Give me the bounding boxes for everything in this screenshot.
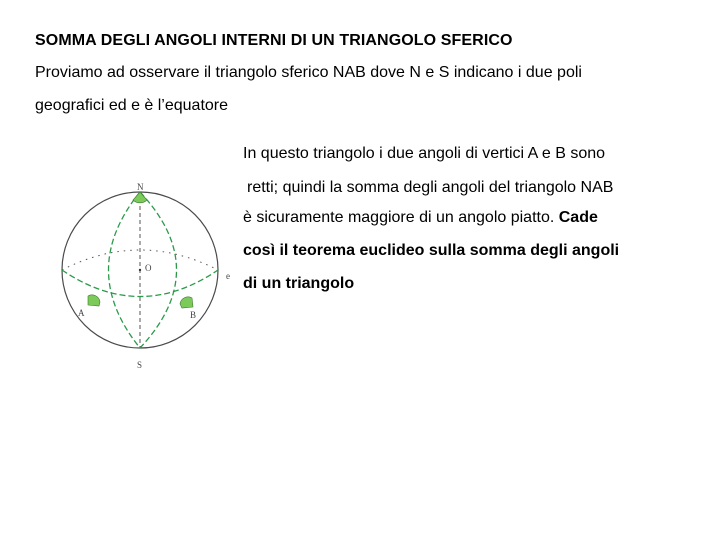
spherical-triangle-figure — [55, 178, 245, 373]
center-point — [139, 269, 141, 271]
label-a: A — [78, 308, 85, 318]
note-line-5: di un triangolo — [243, 275, 355, 292]
intro-line-2: geografici ed e è l’equatore — [35, 97, 229, 114]
sphere-diagram — [55, 178, 245, 373]
meridian-a — [109, 192, 141, 348]
note-line-4: così il teorema euclideo sulla somma degli angoli — [243, 242, 620, 259]
label-e: e — [226, 271, 230, 281]
angle-a-marker — [88, 295, 100, 306]
note-line-3 — [243, 209, 598, 227]
angle-n-marker — [133, 192, 147, 203]
angle-b-marker — [180, 297, 193, 308]
equator-back — [62, 250, 218, 270]
label-o: O — [145, 263, 152, 273]
note-line-3-text: è sicuramente maggiore di un angolo piatto. — [243, 209, 559, 226]
intro-line-1: Proviamo ad osservare il triangolo sferico NAB dove N e S indicano i due poli — [35, 64, 582, 81]
note-line-2: retti; quindi la somma degli angoli del triangolo NAB — [247, 179, 614, 196]
page-title: SOMMA DEGLI ANGOLI INTERNI DI UN TRIANGOLO SFERICO — [35, 32, 513, 49]
note-line-3-bold: Cade — [558, 209, 598, 226]
label-n: N — [137, 182, 144, 192]
label-b: B — [190, 310, 197, 320]
label-s: S — [137, 360, 143, 370]
note-line-1: In questo triangolo i due angoli di vertici A e B sono — [243, 145, 606, 162]
